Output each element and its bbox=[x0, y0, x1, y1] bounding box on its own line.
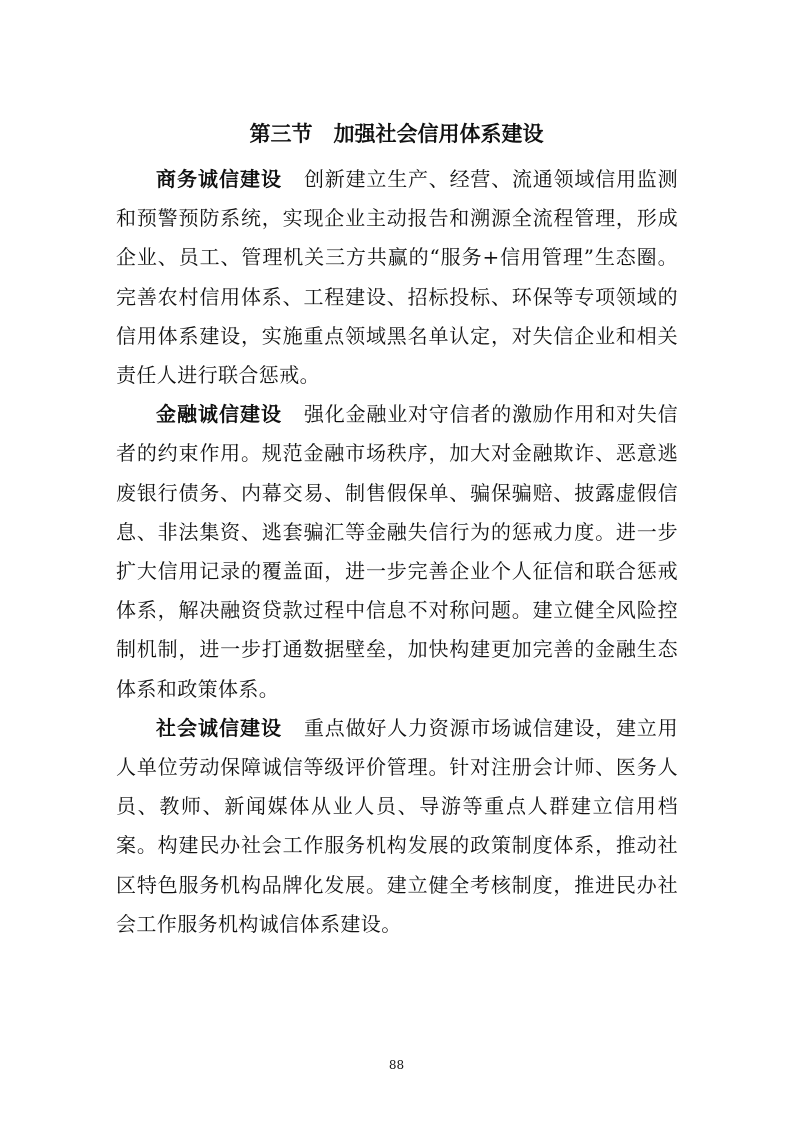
paragraph-heading: 社会诚信建设 bbox=[156, 715, 282, 740]
paragraph-text: 强化金融业对守信者的激励作用和对失信者的约束作用。规范金融市场秩序，加大对金融欺诈、恶意逃废银行债务、内幕交易、制售假保单、骗保骗赔、披露虚假信息、非法集资、逃套骗汇等金融失信行为的惩戒力度。进一步扩大信用记录的覆盖面，进一步完善企业个人征信和联合惩戒体系，解决融资贷款过程中信息不对称问题。建立健全风险控制机制，进一步打通数据壁垒，加快构建更加完善的金融生态体系和政策体系。 bbox=[116, 402, 678, 701]
paragraph-financial-integrity bbox=[116, 395, 678, 709]
paragraph-commercial-integrity bbox=[116, 160, 678, 395]
paragraph-text: 创新建立生产、经营、流通领域信用监测和预警预防系统，实现企业主动报告和溯源全流程管理，形成企业、员工、管理机关三方共赢的“服务+信用管理”生态圈。完善农村信用体系、工程建设、招标投标、环保等专项领域的信用体系建设，实施重点领域黑名单认定，对失信企业和相关责任人进行联合惩戒。 bbox=[116, 167, 678, 388]
paragraph-heading: 金融诚信建设 bbox=[156, 402, 282, 427]
page-number: 88 bbox=[388, 1058, 405, 1072]
paragraph-social-integrity bbox=[116, 709, 678, 944]
section-title: 第三节 加强社会信用体系建设 bbox=[249, 122, 544, 146]
body-text bbox=[116, 160, 678, 944]
paragraph-text: 重点做好人力资源市场诚信建设，建立用人单位劳动保障诚信等级评价管理。针对注册会计师、医务人员、教师、新闻媒体从业人员、导游等重点人群建立信用档案。构建民办社会工作服务机构发展的政策制度体系，推动社区特色服务机构品牌化发展。建立健全考核制度，推进民办社会工作服务机构诚信体系建设。 bbox=[116, 715, 678, 936]
paragraph-heading: 商务诚信建设 bbox=[156, 167, 282, 191]
